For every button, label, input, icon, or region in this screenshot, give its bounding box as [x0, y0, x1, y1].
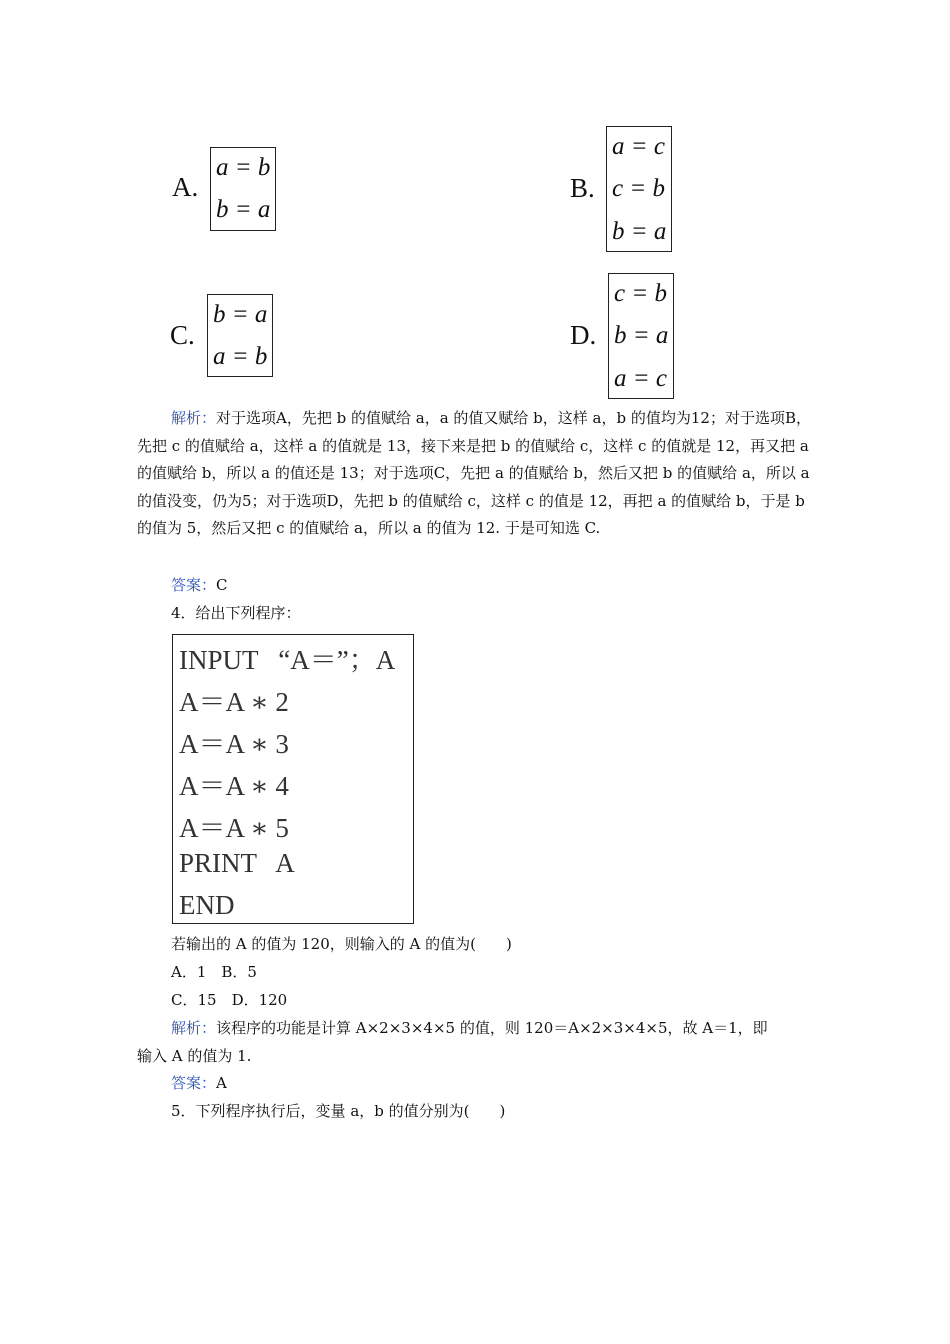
program-line: INPUT “A＝”；A — [179, 645, 396, 675]
q5-stem: 5．下列程序执行后，变量 a，b 的值分别为( ) — [171, 1102, 506, 1120]
answer-label: 答案： — [171, 1074, 217, 1092]
q4-stem: 4．给出下列程序： — [171, 604, 301, 622]
option-d-code-box — [608, 273, 674, 399]
option-a-code-box — [210, 147, 276, 231]
q4-program-box — [172, 634, 414, 924]
code-line: a = c — [612, 133, 665, 160]
code-line: b = a — [216, 196, 271, 223]
answer-value: C — [216, 576, 228, 594]
program-line: A＝A ∗ 3 — [179, 729, 289, 759]
answer-label: 答案： — [171, 576, 217, 594]
option-c-letter: C. — [170, 320, 195, 350]
q4-analysis-line-1 — [171, 1015, 768, 1043]
analysis-text: 对于选项A，先把 b 的值赋给 a，a 的值又赋给 b，这样 a，b 的值均为12；对于选项B，先把 c 的值赋给 a，这样 a 的值就是 13，接下来是把 b 的值赋给 c，这样 c 的值就是 12，再又把 a 的值赋给 b，所以 a 的值还是 13；对于选项C，先把 a 的值赋给 b，然后又把 b 的值赋给 a，所以 a 的值没变，仍为5；对于选项D，先把 b 的值赋给 c，这样 c 的值是 12，再把 a 的值赋给 b，于是 b 的值为 5，然后又把 c 的值赋给 a，所以 a 的值为 12. 于是可知选 C. — [137, 409, 811, 537]
program-line: END — [179, 890, 235, 920]
q3-analysis — [137, 405, 817, 543]
code-line: b = a — [614, 322, 669, 349]
analysis-text: 该程序的功能是计算 A×2×3×4×5 的值，则 120＝A×2×3×4×5，故 A＝1，即 — [216, 1019, 768, 1037]
option-d-letter: D. — [570, 320, 597, 350]
program-line: PRINT A — [179, 848, 295, 878]
q4-analysis-line-2: 输入 A 的值为 1. — [137, 1047, 252, 1065]
code-line: c = b — [614, 280, 667, 307]
analysis-label: 解析： — [171, 1019, 217, 1037]
q4-choices-1: A．1 B．5 — [171, 963, 257, 981]
code-line: a = b — [216, 154, 271, 181]
q4-answer — [171, 1070, 227, 1098]
code-line: b = a — [612, 218, 667, 245]
program-line: A＝A ∗ 2 — [179, 687, 289, 717]
answer-value: A — [216, 1074, 227, 1092]
code-line: b = a — [213, 301, 268, 328]
program-line: A＝A ∗ 4 — [179, 771, 289, 801]
q4-question: 若输出的 A 的值为 120，则输入的 A 的值为( ) — [171, 935, 512, 953]
code-line: a = b — [213, 343, 268, 370]
code-line: c = b — [612, 175, 665, 202]
option-a-letter: A. — [172, 172, 199, 202]
q3-answer — [171, 572, 228, 600]
analysis-label: 解析： — [171, 409, 217, 427]
program-line: A＝A ∗ 5 — [179, 813, 289, 843]
option-b-code-box — [606, 126, 672, 252]
q4-choices-2: C．15 D．120 — [171, 991, 288, 1009]
option-c-code-box — [207, 294, 273, 377]
code-line: a = c — [614, 365, 667, 392]
option-b-letter: B. — [570, 173, 595, 203]
